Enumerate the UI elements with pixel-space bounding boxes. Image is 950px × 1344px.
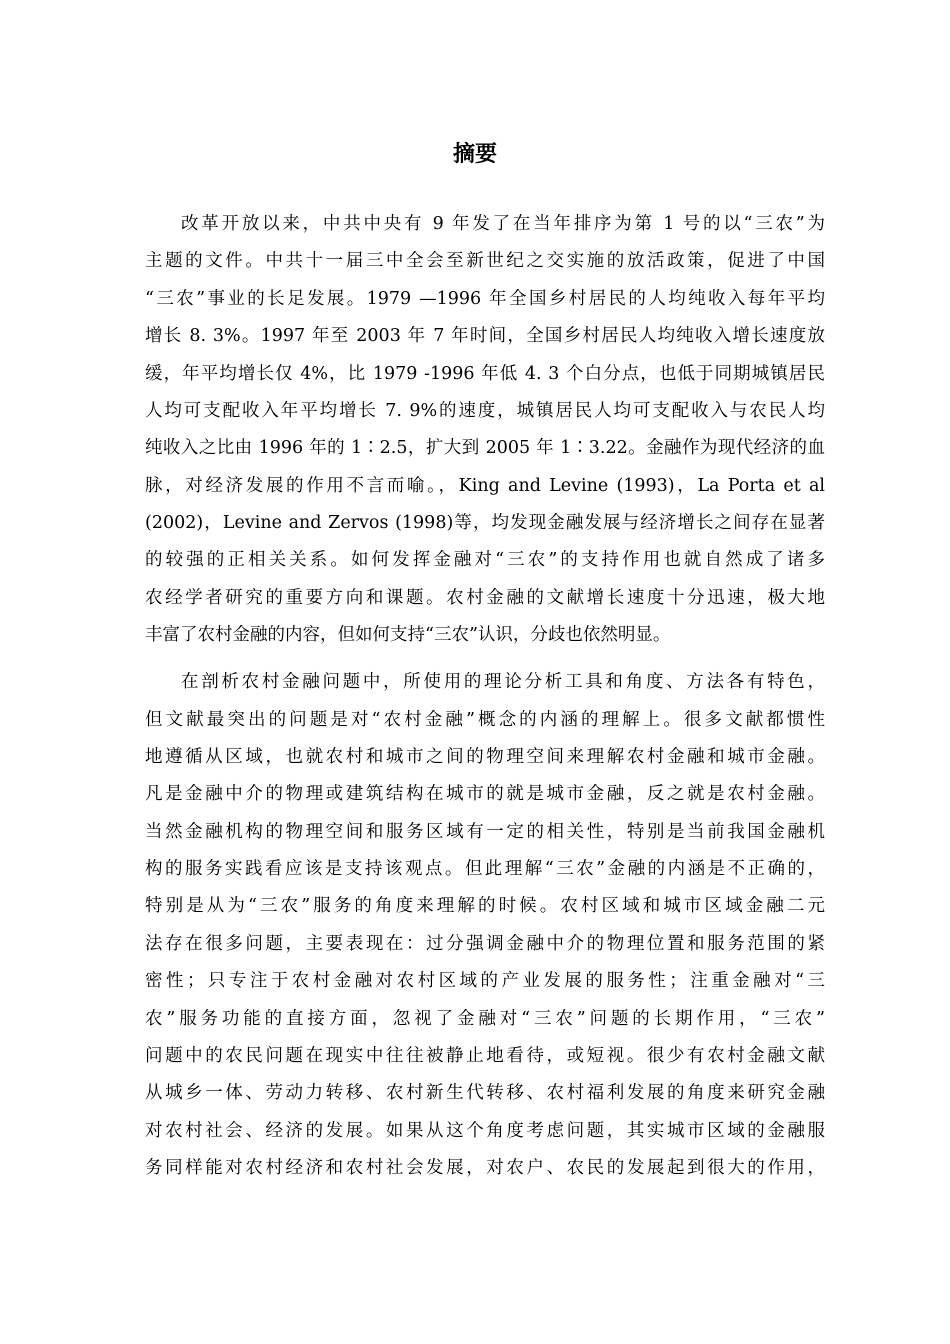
paragraph-2-line: 在剖析农村金融问题中，所使用的理论分析工具和角度、方法各有特色， [181,672,825,692]
paragraph-1-line: “三农”事业的长足发展。1979 —1996 年全国乡村居民的人均纯收入每年平均 [145,289,825,309]
paragraph-2-line: 从城乡一体、劳动力转移、农村新生代转移、农村福利发展的角度来研究金融 [145,1083,825,1103]
paragraph-2-line: 密性；只专注于农村金融对农村区域的产业发展的服务性；注重金融对“三 [145,971,825,991]
paragraph-2-line: 对农村社会、经济的发展。如果从这个角度考虑问题，其实城市区域的金融服 [145,1121,825,1141]
paragraph-1-line: 脉，对经济发展的作用不言而喻。，King and Levine (1993)，La Porta et al [145,476,825,496]
paragraph-1-line: 丰富了农村金融的内容，但如何支持“三农”认识，分歧也依然明显。 [145,625,671,645]
paragraph-2-line: 务同样能对农村经济和农村社会发展，对农户、农民的发展起到很大的作用， [145,1158,825,1178]
paragraph-2-line: 当然金融机构的物理空间和服务区域有一定的相关性，特别是当前我国金融机 [145,822,825,842]
paragraph-2-line: 凡是金融中介的物理或建筑结构在城市的就是城市金融，反之就是农村金融。 [145,784,825,804]
paragraph-1-line: 缓，年平均增长仅 4%，比 1979 -1996 年低 4. 3 个白分点，也低于同期城镇居民 [145,364,825,384]
paragraph-2-line: 构的服务实践看应该是支持该观点。但此理解“三农”金融的内涵是不正确的， [145,859,825,879]
paragraph-2-line: 法存在很多问题，主要表现在：过分强调金融中介的物理位置和服务范围的紧 [145,934,825,954]
paragraph-1-line: 改革开放以来，中共中央有 9 年发了在当年排序为第 1 号的以“三农”为 [181,214,825,234]
paragraph-1-line: 人均可支配收入年平均增长 7. 9%的速度，城镇居民人均可支配收入与农民人均 [145,401,825,421]
paragraph-2-line: 特别是从为“三农”服务的角度来理解的时候。农村区域和城市区域金融二元 [145,896,825,916]
paragraph-1-line: 增长 8. 3%。1997 年至 2003 年 7 年时间，全国乡村居民人均纯收入增长速度放 [145,326,825,346]
paragraph-2-line: 农”服务功能的直接方面，忽视了金融对“三农”问题的长期作用，“三农” [145,1009,825,1029]
paragraph-1-line: 农经学者研究的重要方向和课题。农村金融的文献增长速度十分迅速，极大地 [145,588,825,608]
paragraph-2-line: 地遵循从区域，也就农村和城市之间的物理空间来理解农村金融和城市金融。 [145,747,825,767]
paragraph-1-line: 纯收入之比由 1996 年的 1∶2.5，扩大到 2005 年 1∶3.22。金融作为现代经济的血 [145,438,825,458]
paragraph-2-line: 但文献最突出的问题是对“农村金融”概念的内涵的理解上。很多文献都惯性 [145,710,825,730]
paragraph-1-line: 的较强的正相关关系。如何发挥金融对“三农”的支持作用也就自然成了诸多 [145,550,825,570]
page-title: 摘要 [452,142,497,167]
paragraph-2-line: 问题中的农民问题在现实中往往被静止地看待，或短视。很少有农村金融文献 [145,1046,825,1066]
paragraph-1-line: 主题的文件。中共十一届三中全会至新世纪之交实施的放活政策，促进了中国 [145,251,825,271]
paragraph-1-line: (2002)，Levine and Zervos (1998)等，均发现金融发展与经济增长之间存在显著 [145,513,825,533]
